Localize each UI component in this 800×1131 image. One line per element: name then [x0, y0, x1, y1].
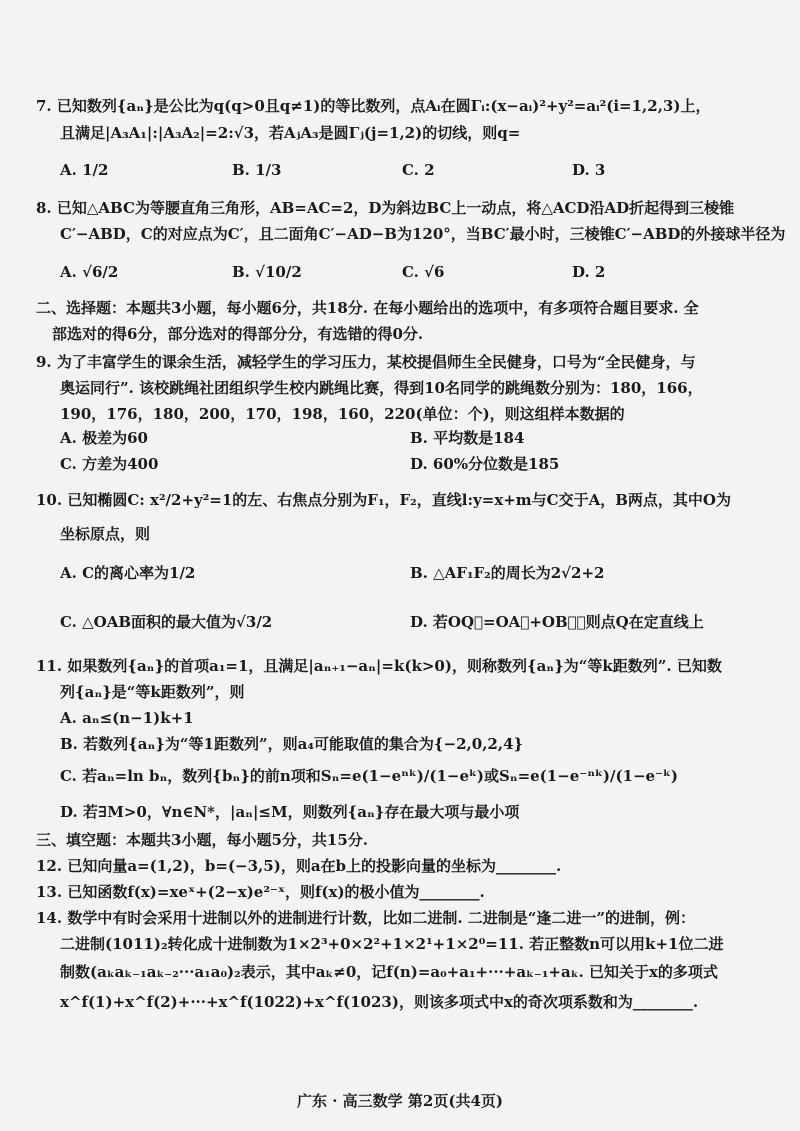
q7-line2: 且满足|A₃A₁|:|A₃A₂|=2:√3，若AⱼA₃是圆Γⱼ(j=1,2)的切线，则q= [60, 124, 521, 142]
q7-option-d: D. 3 [572, 161, 606, 179]
q8-option-b: B. √10/2 [232, 263, 302, 281]
q14-line4: x^f(1)+x^f(2)+···+x^f(1022)+x^f(1023)，则该多项式中x的奇次项系数和为________. [60, 993, 699, 1011]
q11-option-c: C. 若aₙ=ln bₙ，数列{bₙ}的前n项和Sₙ=e(1−eⁿᵏ)/(1−eᵏ)或Sₙ=e(1−e⁻ⁿᵏ)/(1−e⁻ᵏ) [60, 767, 678, 785]
section2-heading: 二、选择题：本题共3小题，每小题6分，共18分. 在每小题给出的选项中，有多项符合题目要求. 全 [36, 299, 699, 317]
q9-option-c: C. 方差为400 [60, 455, 159, 473]
section2-instructions: 部选对的得6分，部分选对的得部分分，有选错的得0分. [52, 325, 424, 343]
q14-line2: 二进制(1011)₂转化成十进制数为1×2³+0×2²+1×2¹+1×2⁰=11. 若正整数n可以用k+1位二进 [60, 935, 724, 953]
q12-line1: 12. 已知向量a=(1,2)，b=(−3,5)，则a在b上的投影向量的坐标为________. [36, 857, 562, 875]
q13-line1: 13. 已知函数f(x)=xeˣ+(2−x)e²⁻ˣ，则f(x)的极小值为________. [36, 883, 485, 901]
q7-option-c: C. 2 [402, 161, 435, 179]
section3-heading: 三、填空题：本题共3小题，每小题5分，共15分. [36, 831, 368, 849]
q8-option-d: D. 2 [572, 263, 606, 281]
q11-option-d: D. 若∃M>0，∀n∈N*，|aₙ|≤M，则数列{aₙ}存在最大项与最小项 [60, 803, 520, 821]
q9-option-d: D. 60%分位数是185 [410, 455, 560, 473]
q8-option-c: C. √6 [402, 263, 445, 281]
q10-option-b: B. △AF₁F₂的周长为2√2+2 [410, 564, 605, 582]
q14-line3: 制数(aₖaₖ₋₁aₖ₋₂···a₁a₀)₂表示，其中aₖ≠0，记f(n)=a₀+a₁+···+aₖ₋₁+aₖ. 已知关于x的多项式 [60, 963, 718, 981]
q7-line1: 7. 已知数列{aₙ}是公比为q(q>0且q≠1)的等比数列，点Aᵢ在圆Γᵢ:(x−aᵢ)²+y²=aᵢ²(i=1,2,3)上， [36, 97, 711, 115]
q7-option-a: A. 1/2 [60, 161, 109, 179]
q8-option-a: A. √6/2 [60, 263, 119, 281]
q9-line1: 9. 为了丰富学生的课余生活，减轻学生的学习压力，某校提倡师生全民健身，口号为“全民健身，与 [36, 353, 696, 371]
q11-line1: 11. 如果数列{aₙ}的首项a₁=1，且满足|aₙ₊₁−aₙ|=k(k>0)，则称数列{aₙ}为“等k距数列”. 已知数 [36, 657, 722, 675]
q8-line2: C′−ABD，C的对应点为C′，且二面角C′−AD−B为120°，当BC′最小时，三棱锥C′−ABD的外接球半径为 [60, 225, 786, 243]
q14-line1: 14. 数学中有时会采用十进制以外的进制进行计数，比如二进制. 二进制是“逢二进一”的进制，例： [36, 909, 696, 927]
q10-option-a: A. C的离心率为1/2 [60, 564, 196, 582]
q9-option-a: A. 极差为60 [60, 429, 148, 447]
q10-option-d: D. 若OQ⃗=OA⃗+OB⃗，则点Q在定直线上 [410, 613, 704, 631]
q11-option-a: A. aₙ≤(n−1)k+1 [60, 709, 194, 727]
q10-line1: 10. 已知椭圆C: x²/2+y²=1的左、右焦点分别为F₁，F₂，直线l:y=x+m与C交于A，B两点，其中O为 [36, 491, 731, 509]
q9-line3: 190，176，180，200，170，198，160，220(单位：个)，则这组样本数据的 [60, 405, 625, 423]
q9-line2: 奥运同行”. 该校跳绳社团组织学生校内跳绳比赛，得到10名同学的跳绳数分别为：180，166， [60, 379, 703, 397]
q7-option-b: B. 1/3 [232, 161, 282, 179]
q10-option-c: C. △OAB面积的最大值为√3/2 [60, 613, 273, 631]
page-footer: 广东 · 高三数学 第2页(共4页) [297, 1092, 503, 1110]
q8-line1: 8. 已知△ABC为等腰直角三角形，AB=AC=2，D为斜边BC上一动点，将△ACD沿AD折起得到三棱锥 [36, 199, 735, 217]
q11-option-b: B. 若数列{aₙ}为“等1距数列”，则a₄可能取值的集合为{−2,0,2,4} [60, 735, 524, 753]
q10-line2: 坐标原点，则 [60, 525, 151, 543]
q9-option-b: B. 平均数是184 [410, 429, 525, 447]
q11-line2: 列{aₙ}是“等k距数列”，则 [60, 683, 245, 701]
